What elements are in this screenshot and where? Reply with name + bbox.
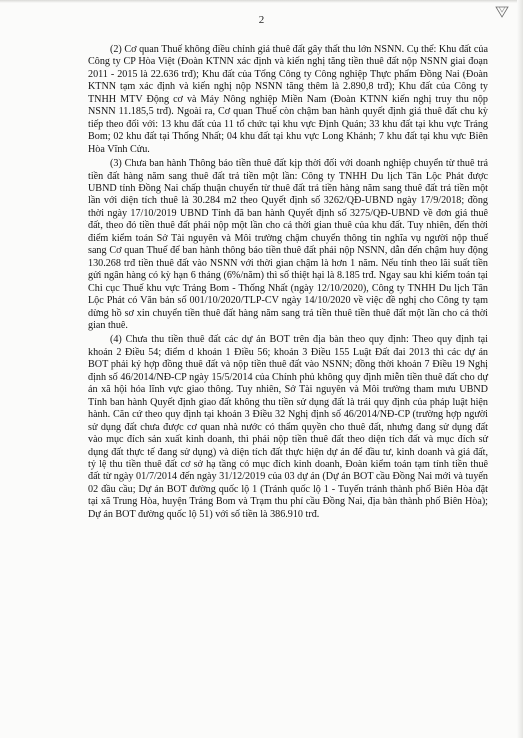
- paragraph-4: (4) Chưa thu tiền thuê đất các dự án BOT trên địa bàn theo quy định: Theo quy định tại khoản 2 Điều 54; điểm d khoản 1 Điều 56; khoản 3 Điều 155 Luật Đất đai 2013 thì các dự án BOT phải kỷ hợp đồng thuê đất và nộp tiền thuê đất vào NSNN; đồng thời khoản 7 Điều 19 Nghị định số 46/2014/NĐ-CP ngày 15/5/2014 của Chính phủ không quy định miễn tiền thuê đất cho dự án xã hội hóa lĩnh vực giao thông. Tuy nhiên, Sở Tài nguyên và Môi trường tham mưu UBND Tỉnh ban hành Quyết định giao đất không thu tiền sử dụng đất là trái quy định của pháp luật hiện hành. Căn cứ theo quy định tại khoản 3 Điều 32 Nghị định số 46/2014/NĐ-CP (trường hợp người sử dụng đất chưa được cơ quan nhà nước có thẩm quyền cho thuê đất, nhưng đang sử dụng đất vào mục đích sản xuất kinh doanh, thì phải nộp tiền thuê đất theo diện tích đất và mục đích sử dụng đất thực tế đang sử dụng) và diện tích đất thực hiện dự án để đầu tư, kinh doanh và giá đất, tỷ lệ thu tiền thuê đất cơ sở hạ tầng có mục đích kinh doanh, Đoàn kiểm toán tạm tính tiền thuê đất từ ngày 01/7/2014 đến ngày 31/12/2019 của 03 dự án (Dự án BOT cầu Đồng Nai mới và tuyến 02 đầu cầu; Dự án BOT đường quốc lộ 1 (Tránh quốc lộ 1 - Tuyến tránh thành phố Biên Hòa đặt tại xã Trung Hòa, huyện Trảng Bom và Trạm thu phí cầu Đồng Nai, địa bàn thành phố Biên Hòa); Dự án BOT đường quốc lộ 51) với số tiền là 386.910 trđ.: [88, 334, 488, 520]
- page-right-edge: [517, 0, 523, 738]
- page-top-edge: [0, 0, 523, 3]
- document-body: [88, 44, 488, 523]
- paragraph-3: (3) Chưa ban hành Thông báo tiền thuê đất kịp thời đối với doanh nghiệp chuyển từ thuê trả tiền đất hàng năm sang thuê đất trả tiền một lần: Công ty TNHH Du lịch Tân Lộc Phát được UBND tỉnh Đồng Nai chấp thuận chuyển từ thuê đất trả tiền hàng năm sang thuê đất trả tiền một lần với diện tích thuê là 30.284 m2 theo Quyết định số 3262/QĐ-UBND ngày 17/9/2018; đồng thời ngày 17/10/2019 UBND Tỉnh đã ban hành Quyết định số 3275/QĐ-UBND về đơn giá thuê đất, theo đó tiền thuê đất phải nộp một lần cho cả thời gian thuê của khu đất. Tuy nhiên, đến thời điểm kiểm toán Sở Tài nguyên và Môi trường chậm chuyển thông tin nghĩa vụ người nộp thuế sang Cơ quan Thuế để ban hành thông báo tiền thuê đất phải nộp NSNN, dẫn đến chậm huy động 130.268 trđ tiền thuê đất vào NSNN với thời gian chậm là hơn 1 năm. Nếu tính theo lãi suất tiền gửi ngân hàng có kỳ hạn 6 tháng (6%/năm) thì số thiệt hại là 8.185 trđ. Ngay sau khi kiểm toán tại Chi cục Thuế khu vực Trảng Bom - Thống Nhất (ngày 12/10/2020), Công ty TNHH Du lịch Tân Lộc Phát có Văn bản số 001/10/2020/TLP-CV ngày 14/10/2020 về việc đề nghị cho Công ty tạm dừng hồ sơ xin chuyển tiền thuê đất hàng năm sang trả tiền thuê tiền thuê đất một lần cho cả thời gian thuê.: [88, 158, 488, 331]
- page-number: 2: [258, 14, 265, 26]
- paragraph-2: (2) Cơ quan Thuế không điều chỉnh giá thuê đất gây thất thu lớn NSNN. Cụ thể: Khu đất của Công ty CP Hòa Việt (Đoàn KTNN xác định và kiến nghị tăng tiền thuê đất nộp NSNN giai đoạn 2011 - 2015 là 22.636 trđ); Khu đất của Tổng Công ty Công nghiệp Thực phẩm Đồng Nai (Đoàn KTNN tạm xác định và kiến nghị nộp NSNN tăng thêm là 2.890,8 trđ); Khu đất của Công ty TNHH MTV Động cơ và Máy Nông nghiệp Miền Nam (Đoàn KTNN kiến nghị truy thu nộp NSNN 11.185,5 trđ). Ngoài ra, Cơ quan Thuế còn chậm ban hành quyết định giá thuê đất chu kỳ tiếp theo đối với: 13 khu đất của 11 tổ chức tại khu vực Định Quán; 33 khu đất tại khu vực Trảng Bom; 02 khu đất tại Thống Nhất; 04 khu đất tại khu vực Long Khánh; 7 khu đất tại khu vực Biên Hòa Vĩnh Cửu.: [88, 44, 488, 155]
